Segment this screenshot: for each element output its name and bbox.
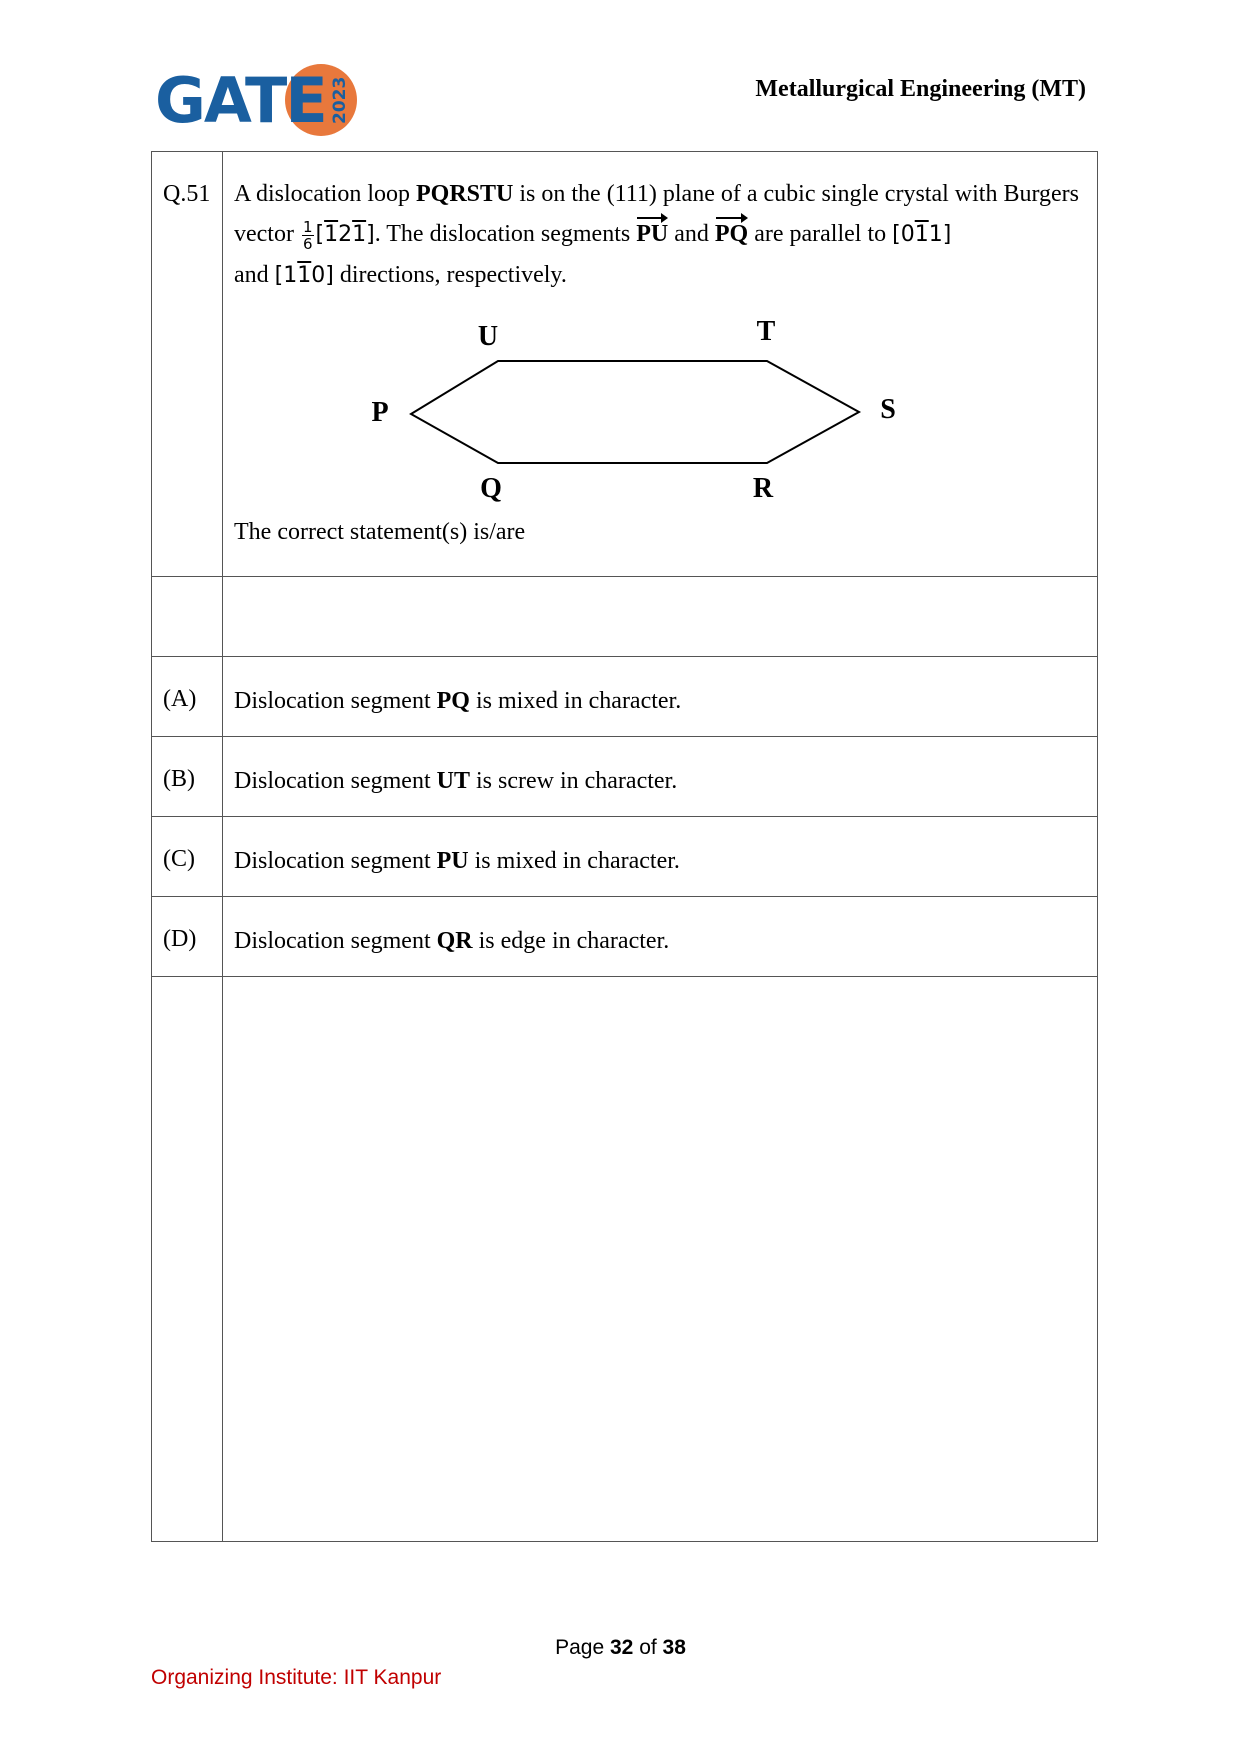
spacer-cell [223, 577, 1098, 657]
page-number [0, 1636, 1241, 1660]
option-text [223, 657, 1098, 737]
direction-1-bar: 1 [914, 222, 929, 247]
option-post: is mixed in character. [469, 688, 682, 714]
option-post: is edge in character. [472, 928, 670, 954]
option-text [223, 897, 1098, 977]
paper-subject: Metallurgical Engineering (MT) [755, 76, 1086, 102]
vector-pu: PU [636, 214, 668, 254]
question-table [151, 151, 1098, 1542]
direction-1 [892, 222, 951, 247]
burgers-digit-1: 1 [324, 222, 339, 247]
vector-pq: PQ [715, 214, 748, 254]
option-text [223, 817, 1098, 897]
blank-cell [223, 977, 1098, 1542]
option-segment: QR [436, 928, 473, 954]
spacer-cell [152, 577, 223, 657]
option-segment: UT [436, 768, 470, 794]
direction-2-bar: 1 [297, 263, 312, 288]
question-row [152, 152, 1098, 577]
option-post: is mixed in character. [468, 848, 680, 874]
stem-text-2: is on the (111) plane of a cubic single crystal with Burgers vector [234, 181, 1079, 247]
page-word: Page [555, 1636, 605, 1659]
stem-text-3: . The dislocation segments [374, 221, 637, 247]
logo-text: GATE [155, 64, 326, 137]
page-current: 32 [609, 1636, 634, 1659]
question-body [223, 152, 1098, 577]
blank-row [152, 977, 1098, 1542]
direction-1-close: 1] [928, 222, 952, 247]
label-p: P [371, 397, 389, 428]
direction-2 [275, 263, 334, 288]
label-s: S [880, 394, 896, 425]
burgers-vector [316, 222, 375, 247]
spacer-row [152, 577, 1098, 657]
option-label: (D) [152, 897, 223, 977]
stem-text-5: are parallel to [748, 221, 893, 247]
stem-text-6: and [234, 262, 275, 288]
stem-text-1: A dislocation loop [234, 181, 416, 207]
option-row-d[interactable] [152, 897, 1098, 977]
organizing-institute: Organizing Institute: IIT Kanpur [151, 1666, 442, 1689]
option-pre: Dislocation segment [234, 688, 437, 714]
label-t: T [756, 318, 776, 347]
question-number: Q.51 [152, 152, 223, 577]
bracket-close: ] [366, 222, 375, 247]
burgers-fraction [302, 219, 314, 252]
stem-text-4: and [668, 221, 715, 247]
option-row-b[interactable] [152, 737, 1098, 817]
logo-year: 2023 [330, 76, 350, 124]
option-label: (A) [152, 657, 223, 737]
option-segment: PQ [436, 688, 470, 714]
option-pre: Dislocation segment [234, 848, 437, 874]
dislocation-loop-diagram [234, 318, 934, 508]
page-total: 38 [662, 1636, 686, 1659]
label-q: Q [480, 473, 502, 504]
fraction-denominator: 6 [302, 234, 313, 253]
option-row-a[interactable] [152, 657, 1098, 737]
loop-name: PQRSTU [416, 181, 514, 207]
hexagon-loop [411, 361, 859, 463]
fraction-numerator: 1 [302, 217, 313, 236]
stem-text-7: directions, respectively. [333, 262, 567, 288]
burgers-digit-2: 2 [338, 222, 353, 247]
option-pre: Dislocation segment [234, 768, 437, 794]
option-segment: PU [436, 848, 469, 874]
label-r: R [752, 473, 774, 504]
option-post: is screw in character. [469, 768, 678, 794]
option-pre: Dislocation segment [234, 928, 437, 954]
gate-logo [155, 60, 365, 140]
page-of: of [639, 1636, 657, 1659]
option-text [223, 737, 1098, 817]
direction-2-open: [1 [274, 263, 298, 288]
question-stem [234, 174, 1087, 296]
direction-2-close: 0] [311, 263, 334, 288]
bracket-open: [ [315, 222, 325, 247]
direction-1-open: [0 [892, 222, 915, 247]
label-u: U [477, 321, 499, 352]
question-prompt: The correct statement(s) is/are [234, 519, 526, 545]
option-label: (B) [152, 737, 223, 817]
option-row-c[interactable] [152, 817, 1098, 897]
option-label: (C) [152, 817, 223, 897]
blank-cell [152, 977, 223, 1542]
burgers-digit-3: 1 [352, 222, 367, 247]
